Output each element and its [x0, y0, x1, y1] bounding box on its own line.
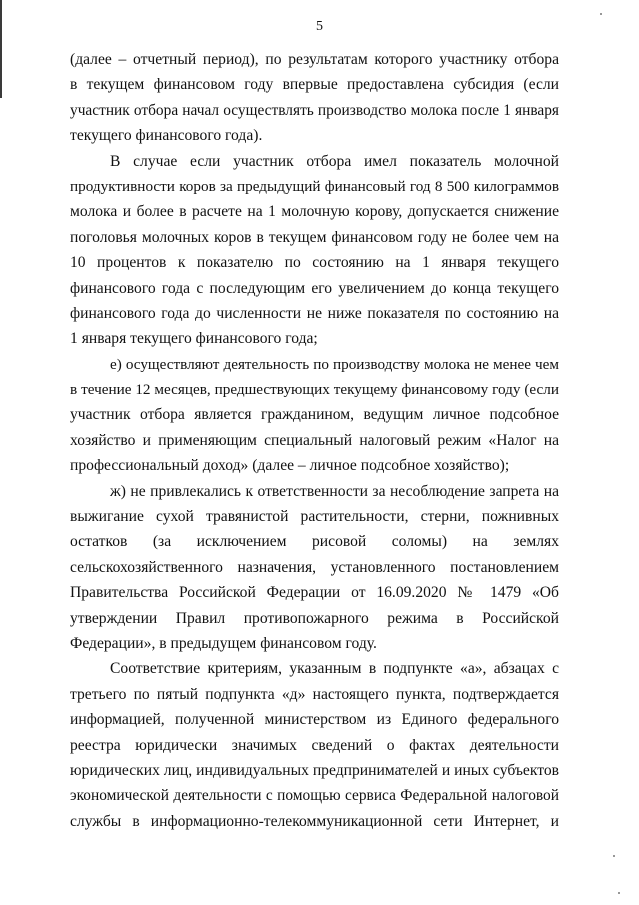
scan-speck: [600, 13, 602, 15]
text-line: (далее – отчетный период), по результатам которого участнику отбора: [70, 51, 559, 68]
scan-speck: [618, 892, 620, 894]
text-line: профессиональный доход» (далее – личное подсобное хозяйство);: [70, 457, 510, 475]
text-line: участник отбора является гражданином, ведущим личное подсобное: [70, 406, 559, 424]
text-line: остатков (за исключением рисовой соломы) на землях: [70, 533, 559, 551]
text-line: 10 процентов к показателю по состоянию на 1 января текущего: [70, 254, 559, 272]
text-line: ж) не привлекались к ответственности за несоблюдение запрета на: [110, 482, 559, 500]
text-line: В случае если участник отбора имел показатель молочной: [110, 152, 559, 170]
text-line: выжигание сухой травянистой растительности, стерни, пожнивных: [70, 508, 559, 526]
document-body: [70, 47, 559, 834]
text-line: Федерации», в предыдущем финансовом году.: [70, 634, 377, 652]
text-line: третьего по пятый подпункта «д» настоящего пункта, подтверждается: [70, 685, 559, 703]
text-line: утверждении Правил противопожарного режима в Российской: [70, 609, 559, 627]
text-line: е) осуществляют деятельность по производству молока не менее чем: [110, 355, 559, 373]
text-line: в текущем финансовом году впервые предоставлена субсидия (если: [70, 76, 559, 94]
text-line: поголовья молочных коров в текущем финансовом году не более чем на: [70, 228, 559, 246]
text-line: Соответствие критериям, указанным в подпункте «а», абзацах с: [110, 660, 559, 678]
text-line: Правительства Российской Федерации от 16.09.2020 № 1479 «Об: [70, 584, 559, 602]
text-line: в течение 12 месяцев, предшествующих текущему финансовому году (если: [70, 381, 559, 399]
text-line: продуктивности коров за предыдущий финансовый год 8 500 килограммов: [70, 177, 559, 195]
text-line: участник отбора начал осуществлять производство молока после 1 января: [70, 101, 559, 119]
text-line: финансового года с последующим его увеличением до конца текущего: [70, 279, 559, 297]
text-line: сельскохозяйственного назначения, установленного постановлением: [70, 558, 559, 576]
scan-speck: [613, 855, 615, 857]
text-line: реестра юридически значимых сведений о фактах деятельности: [70, 736, 559, 754]
text-line: молока и более в расчете на 1 молочную корову, допускается снижение: [70, 203, 559, 221]
text-line: юридических лиц, индивидуальных предпринимателей и иных субъектов: [70, 761, 559, 779]
text-line: текущего финансового года).: [70, 127, 263, 145]
text-line: 1 января текущего финансового года;: [70, 330, 318, 348]
text-line: службы в информационно-телекоммуникационной сети Интернет, и: [70, 812, 559, 830]
text-line: экономической деятельности с помощью сервиса Федеральной налоговой: [70, 787, 559, 805]
page-number: 5: [316, 19, 323, 34]
text-line: хозяйство и применяющим специальный налоговый режим «Налог на: [70, 431, 559, 449]
scan-edge-mark: [0, 0, 2, 98]
text-line: информацией, полученной министерством из Единого федерального: [70, 711, 559, 729]
text-line: финансового года до численности не ниже показателя по состоянию на: [70, 304, 559, 322]
